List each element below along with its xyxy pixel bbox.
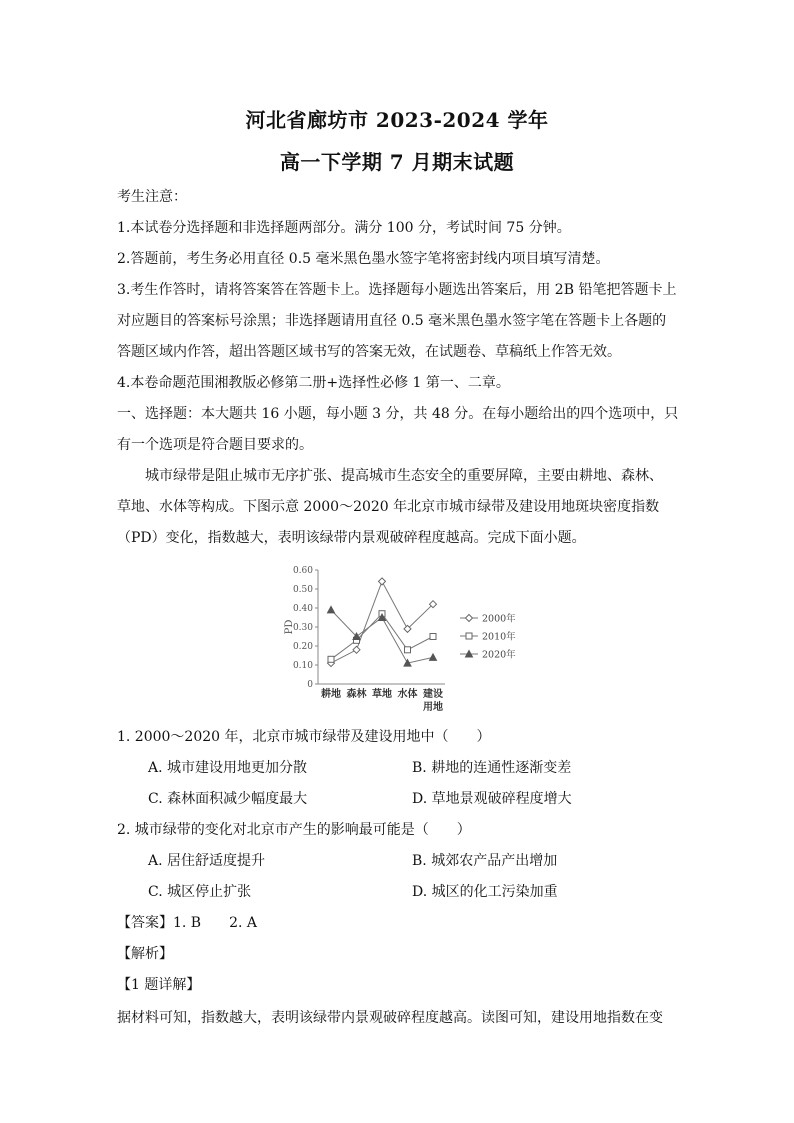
notice-heading: 考生注意： <box>117 189 187 205</box>
notice-item-1: 1.本试卷分选择题和非选择题两部分。满分 100 分，考试时间 75 分钟。 <box>117 220 571 236</box>
analysis-heading: 【解析】 <box>117 946 173 962</box>
legend-label: 2000年 <box>482 613 516 625</box>
data-point <box>405 647 411 653</box>
legend-label: 2020年 <box>482 649 516 661</box>
y-tick-label: 0.60 <box>292 566 313 576</box>
y-tick-label: 0.30 <box>292 623 313 633</box>
data-point <box>379 578 386 585</box>
data-point <box>328 606 335 613</box>
q2-option-a: A. 居住舒适度提升 <box>148 853 266 869</box>
y-axis-label: PD <box>284 619 295 635</box>
data-point <box>353 646 360 653</box>
y-tick-label: 0.40 <box>292 604 313 614</box>
pd-chart <box>280 560 530 720</box>
notice-item-2: 2.答题前，考生务必用直径 0.5 毫米黑色墨水签字笔将密封线内项目填写清楚。 <box>117 251 610 267</box>
q1-option-a: A. 城市建设用地更加分散 <box>148 760 308 776</box>
data-point <box>430 654 437 661</box>
legend-marker <box>466 615 473 622</box>
y-tick-label: 0.10 <box>292 661 313 671</box>
x-tick-label: 水体 <box>397 689 418 700</box>
section-heading-a: 一、选择题：本大题共 16 小题，每小题 3 分，共 48 分。在每小题给出的四个选项中，只 <box>117 406 679 422</box>
series-line-0 <box>331 581 433 663</box>
passage-line-3: （PD）变化，指数越大，表明该绿带内景观破碎程度越高。完成下面小题。 <box>117 530 586 546</box>
data-point <box>328 656 334 662</box>
x-tick-label: 森林 <box>346 689 367 700</box>
q1-option-c: C. 森林面积减少幅度最大 <box>148 791 308 807</box>
section-heading-b: 有一个选项是符合题目要求的。 <box>117 437 313 453</box>
detail-heading: 【1 题详解】 <box>117 977 201 993</box>
y-tick-label: 0.20 <box>292 642 313 652</box>
q2-option-c: C. 城区停止扩张 <box>148 884 252 900</box>
q2-option-b: B. 城郊农产品产出增加 <box>412 853 558 869</box>
notice-item-4: 4.本卷命题范围湘教版必修第二册+选择性必修 1 第一、二章。 <box>117 375 510 391</box>
page-subtitle: 高一下学期 7 月期末试题 <box>279 150 515 174</box>
q1-stem: 1. 2000～2020 年，北京市城市绿带及建设用地中（ ） <box>117 729 491 745</box>
answer-line: 【答案】1. B 2. A <box>117 915 258 931</box>
q1-option-b: B. 耕地的连通性逐渐变差 <box>412 760 572 776</box>
x-tick-label-extra: 用地 <box>423 702 443 713</box>
y-tick-label: 0.50 <box>292 585 313 595</box>
x-tick-label: 耕地 <box>321 689 341 700</box>
q1-option-d: D. 草地景观破碎程度增大 <box>412 791 572 807</box>
x-tick-label: 建设 <box>423 689 443 700</box>
legend-label: 2010年 <box>482 631 516 643</box>
q2-option-d: D. 城区的化工污染加重 <box>412 884 558 900</box>
notice-item-3b: 对应题目的答案标号涂黑；非选择题请用直径 0.5 毫米黑色墨水签字笔在答题卡上各题的 <box>117 313 667 329</box>
notice-item-3c: 答题区域内作答，超出答题区域书写的答案无效，在试题卷、草稿纸上作答无效。 <box>117 344 621 360</box>
notice-item-3a: 3.考生作答时，请将答案答在答题卡上。选择题每小题选出答案后，用 2B 铅笔把答题卡上 <box>117 282 677 298</box>
y-tick-label: 0 <box>307 680 313 690</box>
data-point <box>430 634 436 640</box>
legend-marker <box>466 633 472 639</box>
passage-line-1: 城市绿带是阻止城市无序扩张、提高城市生态安全的重要屏障，主要由耕地、森林、 <box>145 468 663 484</box>
page-title: 河北省廊坊市 2023-2024 学年 <box>245 108 549 132</box>
detail-text: 据材料可知，指数越大，表明该绿带内景观破碎程度越高。读图可知，建设用地指数在变 <box>117 1010 663 1026</box>
passage-line-2: 草地、水体等构成。下图示意 2000～2020 年北京市城市绿带及建设用地斑块密度指数 <box>117 499 660 515</box>
q2-stem: 2. 城市绿带的变化对北京市产生的影响最可能是（ ） <box>117 822 471 838</box>
x-tick-label: 草地 <box>372 689 392 700</box>
pd-line-chart <box>280 560 530 720</box>
